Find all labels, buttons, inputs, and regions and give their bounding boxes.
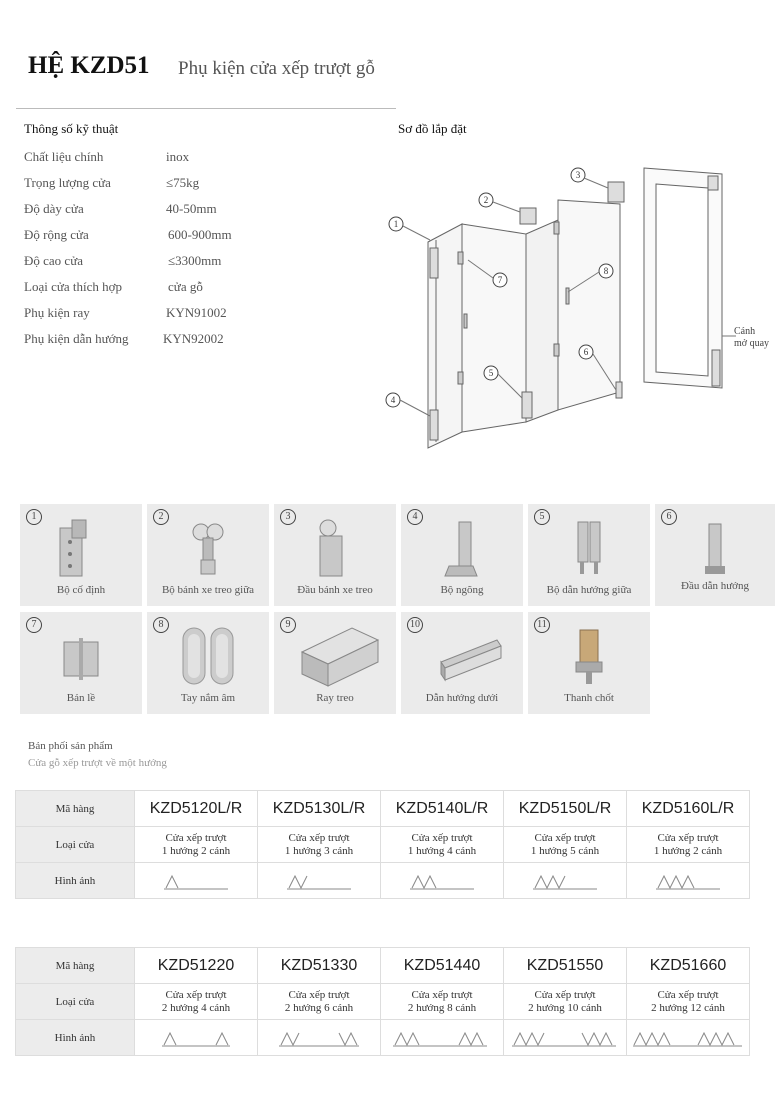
middle-hanging-roller-icon bbox=[147, 514, 269, 580]
folding-door-icon bbox=[402, 872, 482, 890]
row-header: Hình ảnh bbox=[16, 1020, 135, 1056]
fixed-bracket-icon bbox=[430, 248, 438, 278]
hinge-icon bbox=[20, 622, 142, 688]
part-label: Bộ ngõng bbox=[440, 584, 484, 596]
part-card-3 bbox=[274, 504, 396, 606]
table-row bbox=[16, 791, 750, 827]
flush-handle-icon bbox=[464, 314, 467, 328]
swing-door-note: Cánh bbox=[734, 326, 756, 337]
pivot-bracket-icon bbox=[712, 350, 720, 386]
flush-handle-icon bbox=[147, 622, 269, 688]
part-label: Bộ bánh xe treo giữa bbox=[161, 584, 255, 596]
part-card-10 bbox=[401, 612, 523, 714]
end-roller-icon bbox=[708, 176, 718, 190]
part-card-2 bbox=[147, 504, 269, 606]
fold-diagram-cell bbox=[135, 1020, 258, 1056]
product-code: KZD5130L/R bbox=[258, 791, 381, 827]
table-row bbox=[16, 948, 750, 984]
door-type: Cửa xếp trượt 2 hướng 10 cánh bbox=[504, 984, 627, 1020]
pivot-set-icon bbox=[401, 514, 523, 580]
door-panel bbox=[558, 200, 620, 410]
part-card-1 bbox=[20, 504, 142, 606]
end-roller-icon bbox=[608, 182, 624, 202]
swing-door-note: mở quay bbox=[734, 338, 770, 349]
folding-door-icon bbox=[387, 1029, 497, 1047]
product-code: KZD5140L/R bbox=[381, 791, 504, 827]
part-label: Bộ cố định bbox=[56, 584, 106, 596]
part-label: Đầu bánh xe treo bbox=[297, 584, 373, 596]
installation-diagram bbox=[380, 160, 780, 460]
part-card-11 bbox=[528, 612, 650, 714]
folding-door-icon bbox=[146, 1029, 246, 1047]
fold-diagram-cell bbox=[258, 863, 381, 899]
spec-value: KYN91002 bbox=[166, 305, 227, 320]
page-title: HỆ KZD51 bbox=[28, 52, 150, 79]
middle-roller-icon bbox=[520, 208, 536, 224]
product-code: KZD51330 bbox=[258, 948, 381, 984]
part-number: 9 bbox=[280, 616, 296, 633]
table-row bbox=[16, 984, 750, 1020]
middle-guide-icon bbox=[522, 392, 532, 418]
folding-door-icon bbox=[648, 872, 728, 890]
door-panel bbox=[462, 224, 526, 432]
part-label: Đầu dẫn hướng bbox=[681, 580, 749, 592]
combo-table-two-direction bbox=[15, 947, 750, 1056]
spec-value: cửa gỗ bbox=[168, 279, 203, 294]
row-header: Mã hàng bbox=[16, 948, 135, 984]
part-label: Thanh chốt bbox=[564, 692, 614, 704]
end-guide-icon bbox=[655, 514, 777, 580]
spec-label: Độ cao cửa bbox=[24, 253, 84, 268]
product-code: KZD5160L/R bbox=[627, 791, 750, 827]
spec-label: Loại cửa thích hợp bbox=[24, 279, 123, 294]
spec-label: Phụ kiện dẫn hướng bbox=[24, 331, 129, 346]
hanging-rail-icon bbox=[274, 622, 396, 688]
part-number: 5 bbox=[534, 508, 550, 525]
callout-number: 1 bbox=[393, 219, 399, 229]
combo-subheading: Cửa gỗ xếp trượt về một hướng bbox=[28, 757, 167, 769]
part-card-4 bbox=[401, 504, 523, 606]
product-code: KZD5150L/R bbox=[504, 791, 627, 827]
door-type: Cửa xếp trượt 2 hướng 8 cánh bbox=[381, 984, 504, 1020]
part-card-5 bbox=[528, 504, 650, 606]
part-number: 1 bbox=[26, 508, 42, 525]
fold-diagram-cell bbox=[627, 863, 750, 899]
product-code: KZD51220 bbox=[135, 948, 258, 984]
door-type: Cửa xếp trượt 1 hướng 2 cánh bbox=[135, 827, 258, 863]
folding-door-icon bbox=[269, 1029, 369, 1047]
part-label: Ray treo bbox=[316, 692, 354, 704]
door-type: Cửa xếp trượt 1 hướng 5 cánh bbox=[504, 827, 627, 863]
spec-label: Độ dày cửa bbox=[24, 201, 84, 216]
table-row bbox=[16, 1020, 750, 1056]
fold-diagram-cell bbox=[381, 863, 504, 899]
part-number: 10 bbox=[407, 616, 423, 633]
page-subtitle: Phụ kiện cửa xếp trượt gỗ bbox=[178, 58, 375, 79]
spec-value: ≤3300mm bbox=[168, 253, 222, 268]
table-row bbox=[16, 863, 750, 899]
part-card-8 bbox=[147, 612, 269, 714]
spec-label: Độ rộng cửa bbox=[24, 227, 89, 242]
spec-value: ≤75kg bbox=[166, 175, 200, 190]
callout-number: 2 bbox=[483, 195, 489, 205]
spec-value: inox bbox=[166, 149, 190, 164]
spec-label: Chất liệu chính bbox=[24, 149, 104, 164]
spec-label: Trọng lượng cửa bbox=[24, 175, 111, 190]
part-card-9 bbox=[274, 612, 396, 714]
part-card-7 bbox=[20, 612, 142, 714]
product-code: KZD51660 bbox=[627, 948, 750, 984]
callout-number: 3 bbox=[575, 170, 581, 180]
folding-door-icon bbox=[156, 872, 236, 890]
fold-diagram-cell bbox=[504, 1020, 627, 1056]
part-label: Dẫn hướng dưới bbox=[425, 692, 499, 704]
callout-number: 5 bbox=[488, 368, 494, 378]
fixed-hinge-set-icon bbox=[20, 514, 142, 580]
end-guide-icon bbox=[616, 382, 622, 398]
door-type: Cửa xếp trượt 2 hướng 12 cánh bbox=[627, 984, 750, 1020]
row-header: Loại cửa bbox=[16, 827, 135, 863]
callout-number: 4 bbox=[390, 395, 396, 405]
specs-heading: Thông số kỹ thuật bbox=[24, 121, 119, 136]
spec-value: 40-50mm bbox=[166, 201, 217, 216]
spec-value: 600-900mm bbox=[168, 227, 232, 242]
door-type: Cửa xếp trượt 1 hướng 4 cánh bbox=[381, 827, 504, 863]
hinge-icon bbox=[458, 252, 463, 264]
product-code: KZD51440 bbox=[381, 948, 504, 984]
title-divider bbox=[16, 108, 396, 109]
folding-door-icon bbox=[279, 872, 359, 890]
end-hanging-roller-icon bbox=[274, 514, 396, 580]
spec-label: Phụ kiện ray bbox=[24, 305, 90, 320]
row-header: Hình ảnh bbox=[16, 863, 135, 899]
door-type: Cửa xếp trượt 2 hướng 4 cánh bbox=[135, 984, 258, 1020]
row-header: Mã hàng bbox=[16, 791, 135, 827]
pivot-bracket-icon bbox=[430, 410, 438, 440]
product-code: KZD5120L/R bbox=[135, 791, 258, 827]
part-number: 3 bbox=[280, 508, 296, 525]
part-number: 11 bbox=[534, 616, 550, 633]
swing-door-inner bbox=[656, 184, 708, 376]
fold-diagram-cell bbox=[504, 863, 627, 899]
row-header: Loại cửa bbox=[16, 984, 135, 1020]
fold-diagram-cell bbox=[258, 1020, 381, 1056]
bottom-guide-rail-icon bbox=[401, 622, 523, 688]
combo-table-one-direction bbox=[15, 790, 750, 899]
folding-door-icon bbox=[510, 1029, 620, 1047]
fold-diagram-cell bbox=[381, 1020, 504, 1056]
table-row bbox=[16, 827, 750, 863]
middle-guide-set-icon bbox=[528, 514, 650, 580]
fold-diagram-cell bbox=[627, 1020, 750, 1056]
fold-diagram-cell bbox=[135, 863, 258, 899]
part-number: 7 bbox=[26, 616, 42, 633]
latch-bolt-icon bbox=[528, 622, 650, 688]
diagram-heading: Sơ đồ lắp đặt bbox=[398, 121, 467, 136]
flush-handle-icon bbox=[566, 288, 569, 304]
part-card-6 bbox=[655, 504, 775, 606]
part-number: 6 bbox=[661, 508, 677, 525]
door-type: Cửa xếp trượt 1 hướng 3 cánh bbox=[258, 827, 381, 863]
hinge-icon bbox=[554, 344, 559, 356]
part-number: 2 bbox=[153, 508, 169, 525]
spec-value: KYN92002 bbox=[163, 331, 224, 346]
door-type: Cửa xếp trượt 1 hướng 2 cánh bbox=[627, 827, 750, 863]
product-code: KZD51550 bbox=[504, 948, 627, 984]
part-number: 4 bbox=[407, 508, 423, 525]
folding-door-icon bbox=[632, 1029, 744, 1047]
callout-number: 6 bbox=[583, 347, 589, 357]
combo-heading: Bản phối sản phẩm bbox=[28, 740, 113, 752]
part-label: Tay nắm âm bbox=[180, 692, 236, 704]
callout-number: 7 bbox=[497, 275, 503, 285]
part-label: Bộ dẫn hướng giữa bbox=[546, 584, 632, 596]
hinge-icon bbox=[458, 372, 463, 384]
hinge-icon bbox=[554, 222, 559, 234]
part-label: Bản lề bbox=[66, 692, 96, 704]
folding-door-icon bbox=[525, 872, 605, 890]
part-number: 8 bbox=[153, 616, 169, 633]
door-type: Cửa xếp trượt 2 hướng 6 cánh bbox=[258, 984, 381, 1020]
callout-number: 8 bbox=[603, 266, 609, 276]
